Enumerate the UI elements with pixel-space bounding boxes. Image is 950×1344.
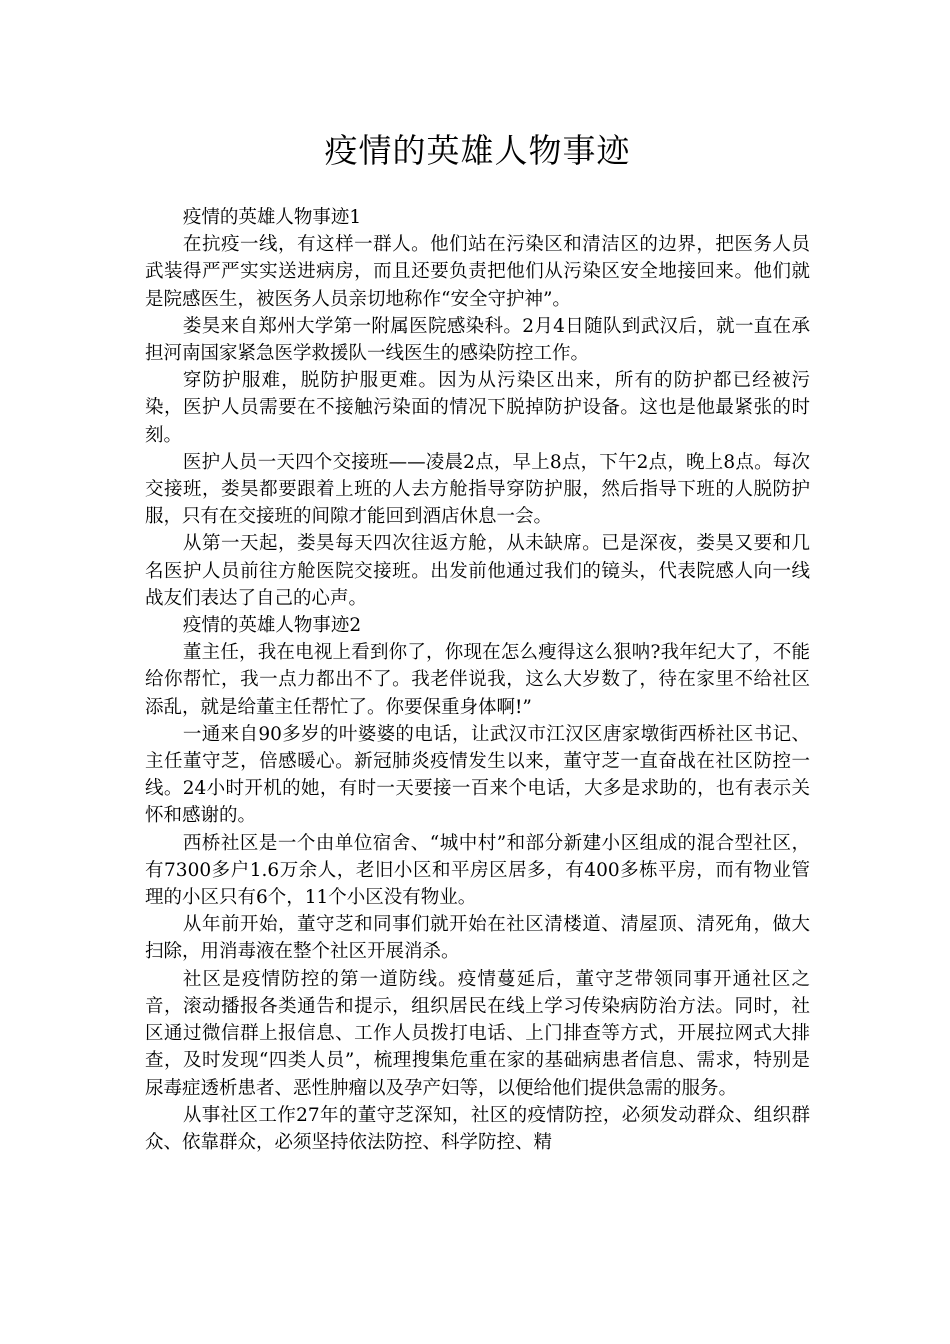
- paragraph: 从第一天起，娄昊每天四次往返方舱，从未缺席。已是深夜，娄昊又要和几名医护人员前往方舱医院交接班。出发前他通过我们的镜头，代表院感人向一线战友们表达了自己的心声。: [145, 533, 810, 609]
- paragraph: 一通来自90多岁的叶婆婆的电话，让武汉市江汉区唐家墩街西桥社区书记、主任董守芝，倍感暖心。新冠肺炎疫情发生以来，董守芝一直奋战在社区防控一线。24小时开机的她，有时一天要接一百来个电话，大多是求助的，也有表示关怀和感谢的。: [145, 723, 810, 827]
- document-title: 疫情的英雄人物事迹: [324, 131, 631, 170]
- paragraph: 穿防护服难，脱防护服更难。因为从污染区出来，所有的防护都已经被污染，医护人员需要在不接触污染面的情况下脱掉防护设备。这也是他最紧张的时刻。: [145, 370, 810, 446]
- paragraph: 西桥社区是一个由单位宿舍、“城中村”和部分新建小区组成的混合型社区，有7300多户1.6万余人，老旧小区和平房区居多，有400多栋平房，而有物业管理的小区只有6个，11个小区没有物业。: [145, 832, 810, 909]
- paragraph: 社区是疫情防控的第一道防线。疫情蔓延后，董守芝带领同事开通社区之音，滚动播报各类通告和提示，组织居民在线上学习传染病防治方法。同时，社区通过微信群上报信息、工作人员拨打电话、上门排查等方式，开展拉网式大排查，及时发现“四类人员”，梳理搜集危重在家的基础病患者信息、需求，特别是尿毒症透析患者、恶性肿瘤以及孕产妇等，以便给他们提供急需的服务。: [145, 968, 810, 1099]
- paragraph: 从年前开始，董守芝和同事们就开始在社区清楼道、清屋顶、清死角，做大扫除，用消毒液在整个社区开展消杀。: [145, 914, 810, 963]
- paragraph: 娄昊来自郑州大学第一附属医院感染科。2月4日随队到武汉后，就一直在承担河南国家紧急医学救援队一线医生的感染防控工作。: [145, 315, 810, 365]
- paragraph: 从事社区工作27年的董守芝深知，社区的疫情防控，必须发动群众、组织群众、依靠群众，必须坚持依法防控、科学防控、精: [145, 1104, 810, 1153]
- paragraph: 医护人员一天四个交接班——凌晨2点，早上8点，下午2点，晚上8点。每次交接班，娄昊都要跟着上班的人去方舱指导穿防护服，然后指导下班的人脱防护服，只有在交接班的间隙才能回到酒店休息一会。: [145, 451, 810, 528]
- section-heading-1: 疫情的英雄人物事迹1: [182, 207, 362, 228]
- paragraph: 在抗疫一线，有这样一群人。他们站在污染区和清洁区的边界，把医务人员武装得严严实实送进病房，而且还要负责把他们从污染区安全地接回来。他们就是院感医生，被医务人员亲切地称作“安全守护神”。: [145, 234, 810, 310]
- paragraph: 董主任，我在电视上看到你了，你现在怎么瘦得这么狠呐?我年纪大了，不能给你帮忙，我一点力都出不了。我老伴说我，这么大岁数了，待在家里不给社区添乱，就是给董主任帮忙了。你要保重身体啊!”: [145, 642, 810, 718]
- section-heading-2: 疫情的英雄人物事迹2: [182, 615, 362, 637]
- document-body: [145, 204, 810, 1156]
